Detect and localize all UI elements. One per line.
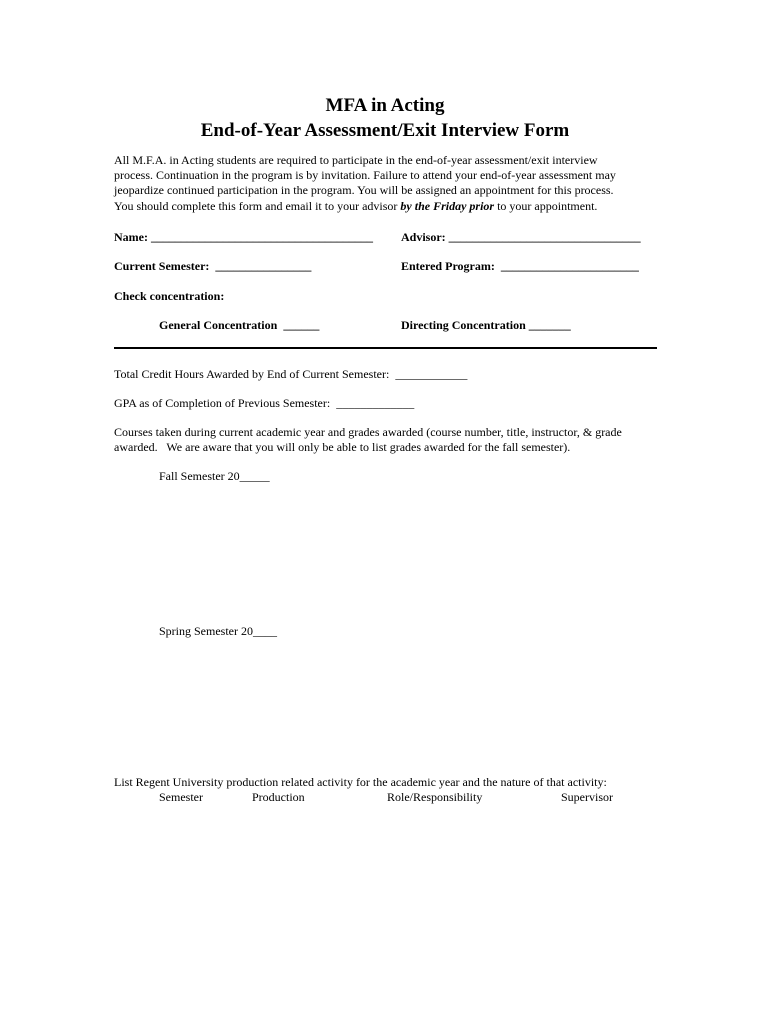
gpa-field[interactable]: GPA as of Completion of Previous Semester: _____________ <box>114 396 415 410</box>
name-field[interactable]: Name: _____________________________________ <box>114 230 373 244</box>
intro-line: All M.F.A. in Acting students are required to participate in the end-of-year assessment/exit interview <box>114 153 598 167</box>
production-prompt: List Regent University production related activity for the academic year and the nature of that activity: <box>114 775 607 789</box>
spring-semester-field[interactable]: Spring Semester 20____ <box>159 624 277 638</box>
form-subtitle: End-of-Year Assessment/Exit Interview Form <box>200 120 570 141</box>
credit-hours-field[interactable]: Total Credit Hours Awarded by End of Current Semester: ____________ <box>114 367 468 381</box>
intro-text: You should complete this form and email it to your advisor <box>114 198 401 213</box>
courses-instructions: Courses taken during current academic year and grades awarded (course number, title, instructor, & grade <box>114 425 622 439</box>
courses-instructions: awarded. We are aware that you will only be able to list grades awarded for the fall semester). <box>114 440 571 454</box>
intro-text: to your appointment. <box>494 198 598 213</box>
current-semester-field[interactable]: Current Semester: ________________ <box>114 259 312 273</box>
advisor-field[interactable]: Advisor: ________________________________ <box>401 230 641 244</box>
intro-paragraph <box>114 153 659 214</box>
section-divider <box>114 347 657 349</box>
column-header-role: Role/Responsibility <box>387 790 483 804</box>
form-title: MFA in Acting <box>325 95 445 116</box>
entered-program-field[interactable]: Entered Program: _______________________ <box>401 259 639 273</box>
column-header-semester: Semester <box>159 790 203 804</box>
directing-concentration-option[interactable]: Directing Concentration _______ <box>401 318 571 332</box>
deadline-emphasis: by the Friday prior <box>400 198 495 213</box>
column-header-production: Production <box>252 790 305 804</box>
intro-line: process. Continuation in the program is by invitation. Failure to attend your end-of-year assessment may <box>114 168 616 183</box>
general-concentration-option[interactable]: General Concentration ______ <box>159 318 320 332</box>
fall-semester-field[interactable]: Fall Semester 20_____ <box>159 469 270 483</box>
column-header-supervisor: Supervisor <box>561 790 613 804</box>
intro-line <box>114 199 659 214</box>
intro-line: jeopardize continued participation in the program. You will be assigned an appointment for this process. <box>114 183 614 198</box>
check-concentration-label: Check concentration: <box>114 289 225 303</box>
